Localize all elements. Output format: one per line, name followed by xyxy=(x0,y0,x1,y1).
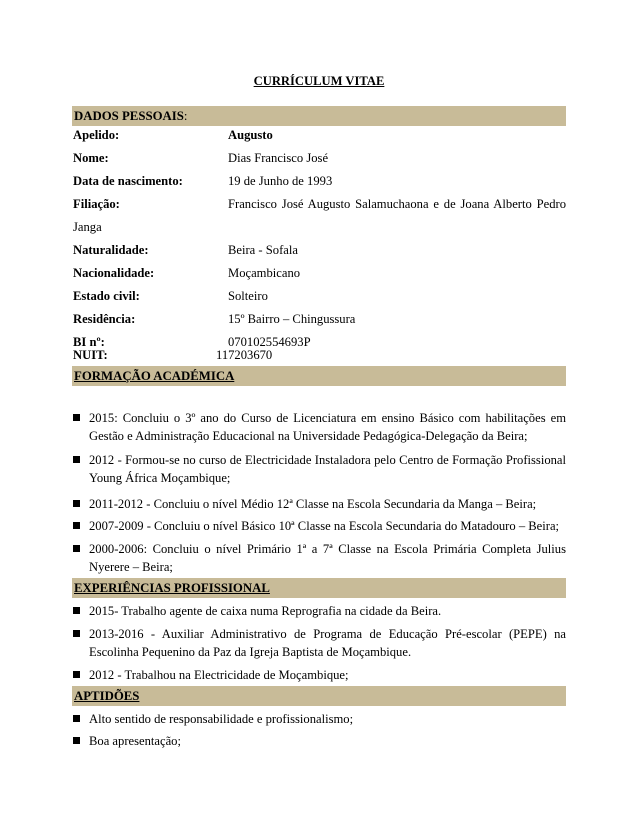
list-item xyxy=(73,666,566,684)
list-item xyxy=(73,540,566,576)
field-label: Nome: xyxy=(73,151,109,165)
field-filiacao-continuation: Janga xyxy=(73,220,102,234)
field-apelido xyxy=(73,126,566,144)
list-item-text: 2012 - Trabalhou na Electricidade de Moçambique; xyxy=(89,668,349,682)
section-heading: FORMAÇÃO ACADÉMICA xyxy=(74,369,235,383)
field-value: Augusto xyxy=(228,128,273,142)
list-item xyxy=(73,451,566,487)
field-label: Data de nascimento: xyxy=(73,174,183,188)
list-item-continuation: Gestão e Administração Educacional na Universidade Pedagógica-Delegação da Beira; xyxy=(89,429,528,443)
bullet-square-icon xyxy=(73,715,80,722)
bullet-square-icon xyxy=(73,500,80,507)
field-label: Apelido: xyxy=(73,128,120,142)
list-item xyxy=(73,625,566,661)
list-item-continuation: Nyerere – Beira; xyxy=(89,560,173,574)
field-nome xyxy=(73,149,566,167)
field-label: Estado civil: xyxy=(73,289,140,303)
field-filiacao xyxy=(73,195,566,213)
field-estado-civil xyxy=(73,287,566,305)
section-heading: DADOS PESSOAIS xyxy=(74,109,184,123)
page-title: CURRÍCULUM VITAE xyxy=(253,74,385,88)
field-label: NUIT: xyxy=(73,348,108,362)
field-residencia xyxy=(73,310,566,328)
field-value: 117203670 xyxy=(216,348,273,362)
section-dados-pessoais xyxy=(72,106,566,126)
bullet-square-icon xyxy=(73,607,80,614)
list-item xyxy=(73,495,566,513)
list-item-text: 2013-2016 - Auxiliar Administrativo de Programa de Educação Pré-escolar (PEPE) na xyxy=(89,627,566,641)
field-data-nascimento xyxy=(73,172,566,190)
section-formacao-academica xyxy=(72,366,566,386)
field-nacionalidade xyxy=(73,264,566,282)
list-item-text: 2015: Concluiu o 3º ano do Curso de Licenciatura em ensino Básico com habilitações em xyxy=(89,411,566,425)
field-value: Moçambicano xyxy=(228,266,301,280)
field-nuit xyxy=(73,346,566,364)
bullet-square-icon xyxy=(73,671,80,678)
bullet-square-icon xyxy=(73,522,80,529)
field-label: Naturalidade: xyxy=(73,243,149,257)
list-item-continuation: Young África Moçambique; xyxy=(89,471,231,485)
list-item xyxy=(73,409,566,445)
section-aptidoes xyxy=(72,686,566,706)
list-item-text: 2007-2009 - Concluiu o nível Básico 10ª Classe na Escola Secundaria do Matadouro – Beira; xyxy=(89,519,560,533)
list-item-text: 2012 - Formou-se no curso de Electricidade Instaladora pelo Centro de Formação Profissional xyxy=(89,453,566,467)
list-item-text: 2000-2006: Concluiu o nível Primário 1ª a 7ª Classe na Escola Primária Completa Julius xyxy=(89,542,566,556)
list-item-text: Boa apresentação; xyxy=(89,734,181,748)
bullet-square-icon xyxy=(73,630,80,637)
list-item-text: 2011-2012 - Concluiu o nível Médio 12ª Classe na Escola Secundaria da Manga – Beira; xyxy=(89,497,537,511)
list-item-text: Alto sentido de responsabilidade e profissionalismo; xyxy=(89,712,354,726)
list-item-text: 2015- Trabalho agente de caixa numa Reprografia na cidade da Beira. xyxy=(89,604,442,618)
list-item xyxy=(73,710,566,728)
field-value: 19 de Junho de 1993 xyxy=(228,174,333,188)
field-naturalidade xyxy=(73,241,566,259)
field-label: Residência: xyxy=(73,312,136,326)
field-label: Filiação: xyxy=(73,197,120,211)
section-experiencias-profissional xyxy=(72,578,566,598)
field-value: Dias Francisco José xyxy=(228,151,329,165)
list-item xyxy=(73,517,566,535)
list-item-continuation: Escolinha Pequenino da Paz da Igreja Baptista de Moçambique. xyxy=(89,645,412,659)
field-label: Nacionalidade: xyxy=(73,266,155,280)
bullet-square-icon xyxy=(73,545,80,552)
field-value: 15º Bairro – Chingussura xyxy=(228,312,356,326)
section-heading-colon: : xyxy=(183,109,188,123)
field-value: 070102554693P xyxy=(228,335,311,349)
field-value: Beira - Sofala xyxy=(228,243,298,257)
bullet-square-icon xyxy=(73,456,80,463)
section-heading: APTIDÕES xyxy=(74,689,140,703)
bullet-square-icon xyxy=(73,414,80,421)
bullet-square-icon xyxy=(73,737,80,744)
field-value: Solteiro xyxy=(228,289,268,303)
list-item xyxy=(73,732,566,750)
field-label: BI nº: xyxy=(73,335,105,349)
list-item xyxy=(73,602,566,620)
field-value: Francisco José Augusto Salamuchaona e de Joana Alberto Pedro xyxy=(228,197,566,211)
section-heading: EXPERIÊNCIAS PROFISSIONAL xyxy=(74,581,270,595)
